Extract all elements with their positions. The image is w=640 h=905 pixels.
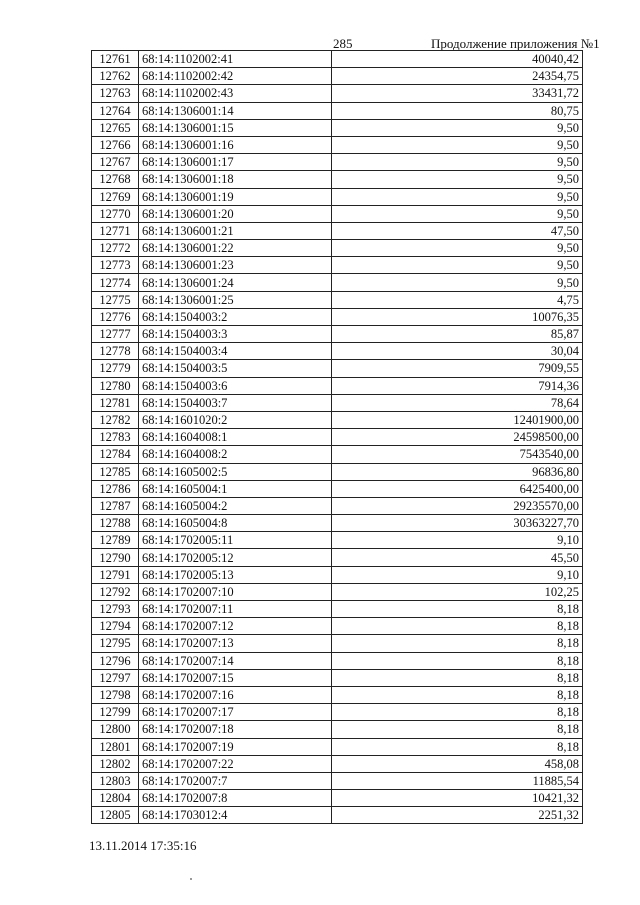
cadastral-number-cell: 68:14:1702007:7 (139, 772, 332, 789)
cadastral-number-cell: 68:14:1306001:15 (139, 119, 332, 136)
row-number-cell: 12768 (92, 171, 139, 188)
table-row (92, 532, 583, 549)
table-row (92, 51, 583, 68)
cadastral-value-cell: 85,87 (332, 326, 583, 343)
cadastral-value-cell: 2251,32 (332, 807, 583, 824)
table-row (92, 738, 583, 755)
cadastral-number-cell: 68:14:1605004:2 (139, 497, 332, 514)
table-row (92, 497, 583, 514)
table-row (92, 326, 583, 343)
row-number-cell: 12789 (92, 532, 139, 549)
table-row (92, 549, 583, 566)
row-number-cell: 12772 (92, 240, 139, 257)
cadastral-value-cell: 40040,42 (332, 51, 583, 68)
table-row (92, 446, 583, 463)
cadastral-number-cell: 68:14:1306001:25 (139, 291, 332, 308)
cadastral-value-cell: 9,50 (332, 119, 583, 136)
table-row (92, 274, 583, 291)
table-row (92, 721, 583, 738)
table-row (92, 291, 583, 308)
row-number-cell: 12804 (92, 790, 139, 807)
table-row (92, 308, 583, 325)
cadastral-number-cell: 68:14:1306001:22 (139, 240, 332, 257)
cadastral-value-cell: 78,64 (332, 394, 583, 411)
cadastral-value-cell: 11885,54 (332, 772, 583, 789)
cadastral-number-cell: 68:14:1702007:13 (139, 635, 332, 652)
row-number-cell: 12780 (92, 377, 139, 394)
row-number-cell: 12761 (92, 51, 139, 68)
cadastral-value-table (91, 50, 583, 824)
row-number-cell: 12799 (92, 704, 139, 721)
cadastral-value-cell: 8,18 (332, 601, 583, 618)
row-number-cell: 12797 (92, 669, 139, 686)
cadastral-number-cell: 68:14:1306001:18 (139, 171, 332, 188)
row-number-cell: 12767 (92, 154, 139, 171)
cadastral-value-cell: 8,18 (332, 738, 583, 755)
cadastral-value-cell: 33431,72 (332, 85, 583, 102)
cadastral-value-cell: 9,50 (332, 154, 583, 171)
table-row (92, 652, 583, 669)
cadastral-number-cell: 68:14:1306001:21 (139, 222, 332, 239)
row-number-cell: 12774 (92, 274, 139, 291)
table-row (92, 394, 583, 411)
cadastral-value-cell: 80,75 (332, 102, 583, 119)
table-row (92, 136, 583, 153)
cadastral-value-cell: 8,18 (332, 635, 583, 652)
cadastral-number-cell: 68:14:1605004:8 (139, 515, 332, 532)
row-number-cell: 12805 (92, 807, 139, 824)
cadastral-value-cell: 30,04 (332, 343, 583, 360)
table-row (92, 463, 583, 480)
table-row (92, 429, 583, 446)
table-row (92, 411, 583, 428)
cadastral-value-cell: 8,18 (332, 618, 583, 635)
cadastral-value-cell: 458,08 (332, 755, 583, 772)
cadastral-value-cell: 102,25 (332, 583, 583, 600)
row-number-cell: 12802 (92, 755, 139, 772)
cadastral-number-cell: 68:14:1504003:7 (139, 394, 332, 411)
cadastral-number-cell: 68:14:1306001:24 (139, 274, 332, 291)
cadastral-value-cell: 9,50 (332, 257, 583, 274)
cadastral-value-cell: 24354,75 (332, 68, 583, 85)
cadastral-value-cell: 29235570,00 (332, 497, 583, 514)
table-row (92, 222, 583, 239)
cadastral-number-cell: 68:14:1702007:18 (139, 721, 332, 738)
cadastral-number-cell: 68:14:1605004:1 (139, 480, 332, 497)
page-number: 285 (333, 36, 353, 51)
table-row (92, 240, 583, 257)
table-row (92, 807, 583, 824)
cadastral-number-cell: 68:14:1605002:5 (139, 463, 332, 480)
cadastral-number-cell: 68:14:1306001:16 (139, 136, 332, 153)
cadastral-number-cell: 68:14:1703012:4 (139, 807, 332, 824)
row-number-cell: 12764 (92, 102, 139, 119)
table-row (92, 85, 583, 102)
row-number-cell: 12803 (92, 772, 139, 789)
cadastral-number-cell: 68:14:1702007:22 (139, 755, 332, 772)
cadastral-number-cell: 68:14:1306001:23 (139, 257, 332, 274)
row-number-cell: 12766 (92, 136, 139, 153)
row-number-cell: 12779 (92, 360, 139, 377)
row-number-cell: 12786 (92, 480, 139, 497)
row-number-cell: 12795 (92, 635, 139, 652)
table-row (92, 68, 583, 85)
cadastral-value-cell: 12401900,00 (332, 411, 583, 428)
row-number-cell: 12785 (92, 463, 139, 480)
row-number-cell: 12783 (92, 429, 139, 446)
row-number-cell: 12775 (92, 291, 139, 308)
cadastral-value-cell: 8,18 (332, 686, 583, 703)
row-number-cell: 12793 (92, 601, 139, 618)
cadastral-number-cell: 68:14:1702007:17 (139, 704, 332, 721)
row-number-cell: 12770 (92, 205, 139, 222)
footer-timestamp: 13.11.2014 17:35:16 (89, 838, 197, 853)
cadastral-number-cell: 68:14:1702007:15 (139, 669, 332, 686)
table-body (92, 51, 583, 824)
table-row (92, 686, 583, 703)
cadastral-number-cell: 68:14:1604008:1 (139, 429, 332, 446)
row-number-cell: 12763 (92, 85, 139, 102)
table-row (92, 102, 583, 119)
cadastral-number-cell: 68:14:1504003:4 (139, 343, 332, 360)
cadastral-number-cell: 68:14:1102002:42 (139, 68, 332, 85)
cadastral-number-cell: 68:14:1504003:5 (139, 360, 332, 377)
table-row (92, 618, 583, 635)
cadastral-value-cell: 9,50 (332, 188, 583, 205)
row-number-cell: 12778 (92, 343, 139, 360)
cadastral-number-cell: 68:14:1306001:17 (139, 154, 332, 171)
cadastral-value-cell: 96836,80 (332, 463, 583, 480)
cadastral-value-cell: 8,18 (332, 704, 583, 721)
cadastral-number-cell: 68:14:1306001:20 (139, 205, 332, 222)
cadastral-number-cell: 68:14:1702005:13 (139, 566, 332, 583)
row-number-cell: 12765 (92, 119, 139, 136)
cadastral-value-cell: 9,50 (332, 136, 583, 153)
cadastral-value-cell: 10076,35 (332, 308, 583, 325)
cadastral-value-cell: 7914,36 (332, 377, 583, 394)
cadastral-number-cell: 68:14:1604008:2 (139, 446, 332, 463)
cadastral-number-cell: 68:14:1702007:19 (139, 738, 332, 755)
table-row (92, 772, 583, 789)
row-number-cell: 12796 (92, 652, 139, 669)
row-number-cell: 12762 (92, 68, 139, 85)
row-number-cell: 12801 (92, 738, 139, 755)
table-row (92, 480, 583, 497)
table-row (92, 360, 583, 377)
table-row (92, 635, 583, 652)
cadastral-value-cell: 24598500,00 (332, 429, 583, 446)
row-number-cell: 12792 (92, 583, 139, 600)
cadastral-number-cell: 68:14:1102002:41 (139, 51, 332, 68)
cadastral-value-cell: 30363227,70 (332, 515, 583, 532)
row-number-cell: 12800 (92, 721, 139, 738)
cadastral-number-cell: 68:14:1601020:2 (139, 411, 332, 428)
cadastral-number-cell: 68:14:1702007:11 (139, 601, 332, 618)
cadastral-value-cell: 6425400,00 (332, 480, 583, 497)
table-row (92, 704, 583, 721)
scan-speck (190, 878, 192, 880)
cadastral-number-cell: 68:14:1702007:8 (139, 790, 332, 807)
cadastral-value-cell: 7909,55 (332, 360, 583, 377)
row-number-cell: 12782 (92, 411, 139, 428)
table-row (92, 171, 583, 188)
table-row (92, 755, 583, 772)
table-row (92, 583, 583, 600)
cadastral-number-cell: 68:14:1702007:10 (139, 583, 332, 600)
table-row (92, 515, 583, 532)
cadastral-value-cell: 47,50 (332, 222, 583, 239)
continuation-heading: Продолжение приложения №1 (431, 36, 600, 51)
table-row (92, 257, 583, 274)
row-number-cell: 12773 (92, 257, 139, 274)
cadastral-number-cell: 68:14:1306001:19 (139, 188, 332, 205)
table-row (92, 566, 583, 583)
table-row (92, 205, 583, 222)
cadastral-number-cell: 68:14:1702005:12 (139, 549, 332, 566)
cadastral-value-cell: 9,10 (332, 566, 583, 583)
cadastral-value-cell: 8,18 (332, 652, 583, 669)
cadastral-number-cell: 68:14:1504003:3 (139, 326, 332, 343)
cadastral-number-cell: 68:14:1702005:11 (139, 532, 332, 549)
cadastral-value-cell: 9,50 (332, 274, 583, 291)
table-row (92, 154, 583, 171)
row-number-cell: 12784 (92, 446, 139, 463)
table-row (92, 188, 583, 205)
cadastral-value-cell: 7543540,00 (332, 446, 583, 463)
cadastral-value-cell: 9,50 (332, 205, 583, 222)
row-number-cell: 12790 (92, 549, 139, 566)
table-row (92, 343, 583, 360)
cadastral-value-cell: 10421,32 (332, 790, 583, 807)
table-row (92, 790, 583, 807)
cadastral-number-cell: 68:14:1306001:14 (139, 102, 332, 119)
cadastral-value-cell: 9,10 (332, 532, 583, 549)
cadastral-value-cell: 8,18 (332, 669, 583, 686)
row-number-cell: 12791 (92, 566, 139, 583)
row-number-cell: 12769 (92, 188, 139, 205)
cadastral-number-cell: 68:14:1504003:2 (139, 308, 332, 325)
row-number-cell: 12794 (92, 618, 139, 635)
cadastral-number-cell: 68:14:1702007:14 (139, 652, 332, 669)
table-row (92, 669, 583, 686)
cadastral-number-cell: 68:14:1504003:6 (139, 377, 332, 394)
row-number-cell: 12781 (92, 394, 139, 411)
row-number-cell: 12788 (92, 515, 139, 532)
row-number-cell: 12771 (92, 222, 139, 239)
row-number-cell: 12777 (92, 326, 139, 343)
row-number-cell: 12798 (92, 686, 139, 703)
table-row (92, 119, 583, 136)
cadastral-number-cell: 68:14:1102002:43 (139, 85, 332, 102)
row-number-cell: 12787 (92, 497, 139, 514)
cadastral-number-cell: 68:14:1702007:16 (139, 686, 332, 703)
cadastral-value-cell: 45,50 (332, 549, 583, 566)
row-number-cell: 12776 (92, 308, 139, 325)
cadastral-value-cell: 8,18 (332, 721, 583, 738)
table-row (92, 377, 583, 394)
cadastral-value-cell: 9,50 (332, 171, 583, 188)
cadastral-value-cell: 9,50 (332, 240, 583, 257)
table-row (92, 601, 583, 618)
cadastral-number-cell: 68:14:1702007:12 (139, 618, 332, 635)
cadastral-value-cell: 4,75 (332, 291, 583, 308)
